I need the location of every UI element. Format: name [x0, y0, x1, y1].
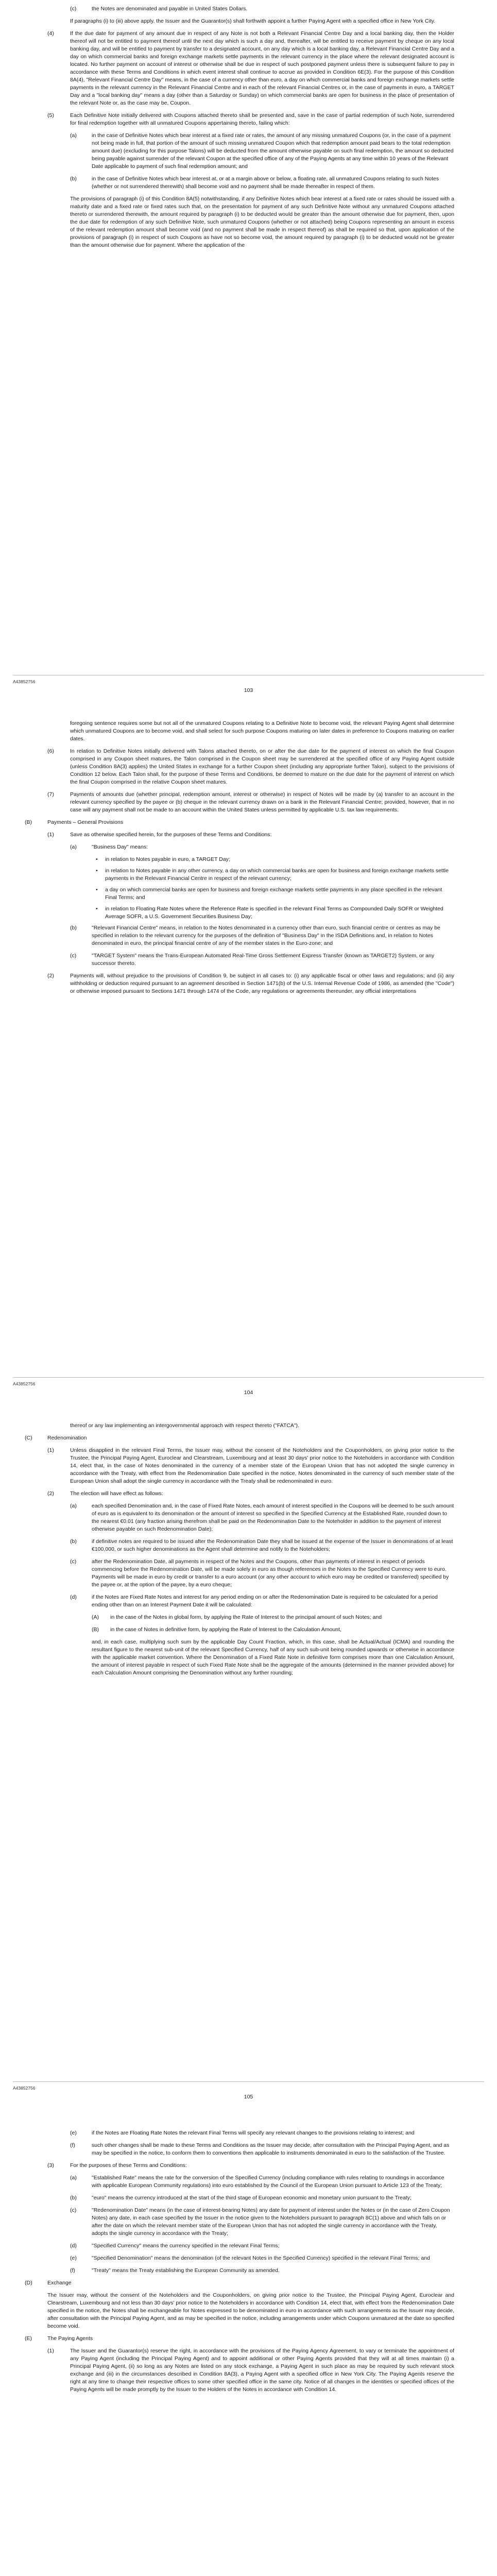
list-item-5a: (a) in the case of Definitive Notes which bear interest at a fixed rate or rates, the amount of any missing unmatured Coupons (or, in the case of a payment not being made in full, that portion of the amount of such missing unmatured Coupon which that redemption amount paid bears to the total redemption amount due) (excluding for this purpose Talons) will be deducted from the amount otherwise payable on such final redemption, the amount so deducted being payable against surrender of the relevant Coupon at the specified office of any of the Paying Agents at any time within 10 years of the Relevant Date applicable to payment of such final redemption amount; and	[70, 132, 454, 170]
page-106	[0, 2110, 497, 2576]
page-number: 105	[244, 2094, 253, 2100]
paragraph-if: If paragraphs (i) to (iii) above apply, the Issuer and the Guarantor(s) shall forthwith appoint a further Paying Agent with a specified office in New York City.	[70, 18, 436, 24]
document-reference: A43852756	[13, 679, 36, 684]
list-item-5b: (b) in the case of Definitive Notes which bear interest at, or at a margin above or below, a floating rate, all unmatured Coupons relating to such Notes (whether or not surrendered therewith) shall become void and no payment shall be made thereafter in respect of them.	[70, 176, 439, 190]
list-item-c2d: (d) if the Notes are Fixed Rate Notes and interest for any period ending on or after the Redenomination Date is required to be calculated for a period ending other than on an Interest Payment Date it will be calculated:	[70, 1594, 438, 1608]
page-104	[0, 703, 497, 1406]
list-item: • in relation to Floating Rate Notes where the Reference Rate is specified in the relevant Final Terms as Compounded Daily SOFR or Weighted Average SOFR, a U.S. Government Securities Business Day;	[96, 906, 443, 920]
document-reference: A43852756	[13, 2086, 36, 2091]
page-105	[0, 1406, 497, 2110]
footer-divider	[13, 1377, 484, 1378]
bullet-icon: •	[96, 868, 98, 874]
list-item-c2d-a: (A) in the case of the Notes in global form, by applying the Rate of Interest to the principal amount of such Notes; and	[92, 1614, 382, 1620]
page-number: 104	[244, 1389, 253, 1396]
list-item-5: (5) Each Definitive Note initially delivered with Coupons attached thereto shall be presented and, save in the case of partial redemption of such Note, surrendered for final redemption together with all unmatured Coupons appertaining thereto, failing which:	[47, 112, 454, 126]
business-day-bullets	[92, 856, 454, 921]
list-item-b1: (1) Save as otherwise specified herein, for the purposes of these Terms and Conditions:	[47, 832, 272, 838]
section-heading-d: (D) Exchange	[25, 2280, 72, 2286]
list-item-4: (4) If the due date for payment of any amount due in respect of any Note is not both a Relevant Financial Centre Day and a local banking day, then the Holder thereof will not be entitled to payment thereof until the next day which is such a day and, thereafter, will be entitled to receive payment by cheque on any local banking day, and will be entitled to payment by transfer to a designated account, on any day which is a local banking day, a Relevant Financial Centre Day and a day on which commercial banks and foreign exchange markets settle payments in the relevant currency in the place where the relevant designated account is located. No further payment on account of interest or otherwise shall be due in respect of such postponed payment unless there is subsequent failure to pay in accordance with these Terms and Conditions in which event interest shall continue to accrue as provided in Condition 6E(3). For the purpose of this Condition 8A(4), "Relevant Financial Centre Day" means, in the case of a currency other than euro, a day on which commercial banks and foreign exchange markets settle payments in the relevant currency in the Relevant Financial Centre and in each of the relevant Financial Centres or, in the case of payments in euro, a TARGET Day and a "local banking day" means a day (other than a Saturday or Sunday) on which commercial banks are open for business in the place of presentation of the relevant Note or, as the case may be, Coupon.	[47, 30, 454, 106]
list-item-c3: (3) For the purposes of these Terms and Conditions:	[47, 2162, 187, 2168]
footer-divider	[13, 2081, 484, 2082]
section-heading-c: (C) Redenomination	[25, 1435, 87, 1441]
list-item-c3f: (f) "Treaty" means the Treaty establishing the European Community as amended.	[70, 2267, 280, 2274]
page-106-content	[25, 2129, 454, 2398]
list-item-c2: (2) The election will have effect as follows:	[47, 1490, 163, 1497]
list-item-7: (7) Payments of amounts due (whether principal, redemption amount, interest or otherwise) in respect of Notes will be made by (a) transfer to an account in the relevant currency specified by the payee or (b) cheque in the relevant currency drawn on a bank in the Relevant Financial Centre; provided, however, that in no case will any payment shall not be made to an account within the United States unless permitted by applicable U.S. tax law requirements.	[47, 791, 454, 813]
list-item-c2d-b: (B) in the case of Notes in definitive form, by applying the Rate of Interest to the Calculation Amount,	[92, 1626, 341, 1633]
page-number: 103	[244, 687, 253, 693]
bullet-icon: •	[96, 856, 98, 862]
paragraph-and-in-each-case: and, in each case, multiplying such sum by the applicable Day Count Fraction, which, in this case, shall be Actual/Actual (ICMA) and rounding the resultant figure to the nearest sub-unit of the relevant Specified Currency, half of any such sub-unit being rounded upwards or otherwise in accordance with the applicable market convention. Where the Denomination of a Fixed Rate Note in definitive form comprises more than one Calculation Amount, the amount of interest payable in respect of such Fixed Rate Note shall be the aggregate of the amounts (determined in the manner provided above) for each Calculation Amount comprising the Denomination without any further rounding;	[92, 1639, 454, 1676]
list-item-c3d: (d) "Specified Currency" means the currency specified in the relevant Final Terms;	[70, 2243, 280, 2249]
list-item-6: (6) In relation to Definitive Notes initially delivered with Talons attached thereto, on or after the due date for the payment of interest on which the final Coupon comprised in any Coupon sheet matures, the Talon comprised in the Coupon sheet may be surrendered at the specified office of any Paying Agent outside (unless Condition 8A(3) applies) the United States in exchange for a further Coupon sheet (including any appropriate further Talon), subject to the provisions of Condition 12 below. Each Talon shall, for the purpose of these Terms and Conditions, be deemed to mature on the due date for the payment of interest on which the final Coupon comprised in the relative Coupon sheet matures.	[47, 748, 454, 785]
list-item: • a day on which commercial banks are open for business and foreign exchange markets settle payments in any place specified in the relevant Final Terms; and	[96, 887, 442, 901]
paragraph-continued: thereof or any law implementing an intergovernmental approach with respect thereto ("FATCA").	[70, 1422, 299, 1429]
list-item-c2b: (b) if definitive notes are required to be issued after the Redenomination Date they shall be issued at the expense of the Issuer in denominations of at least €100,000, or such higher denominations as the Agent shall determine and notify to the Noteholders;	[70, 1538, 453, 1552]
list-item-c2c: (c) after the Redenomination Date, all payments in respect of the Notes and the Coupons, other than payments of interest in respect of periods commencing before the Redenomination Date, will be made solely in euro as though references in the Notes to the Specified Currency were to euro. Payments will be made in euro by credit or transfer to a euro account (or any other account to which euro may be credited or transferred) specified by the payee or, at the option of the payee, by a euro cheque;	[70, 1558, 449, 1588]
list-item-c3a: (a) "Established Rate" means the rate for the conversion of the Specified Currency (including compliance with rules relating to roundings in accordance with applicable European Community regulations) into euro established by the Council of the European Union pursuant to Article 123 of the Treaty;	[70, 2175, 444, 2189]
list-item-e: (e) if the Notes are Floating Rate Notes the relevant Final Terms will specify any relevant changes to the provisions relating to interest; and	[70, 2130, 415, 2136]
list-item-c3c: (c) "Redenomination Date" means (in the case of interest-bearing Notes) any date for payment of interest under the Notes or (in the case of Zero Coupon Notes) any date, in each case specified by the Issuer in the notice given to the Noteholders pursuant to paragraph 8C(1) above and which falls on or after the date on which the relevant member state of the European Union that has not adopted the single currency in accordance with the Treaty, adopts the single currency in accordance with the Treaty;	[70, 2207, 450, 2236]
bullet-icon: •	[96, 887, 98, 893]
page-104-content	[25, 720, 454, 1000]
list-item: • in relation to Notes payable in euro, a TARGET Day;	[96, 856, 230, 862]
paragraph-continued: foregoing sentence requires some but not all of the unmatured Coupons relating to a Definitive Note to become void, the relevant Paying Agent shall determine which unmatured Coupons are to become void, and shall select for such purpose Coupons maturing on later dates in preference to Coupons maturing on earlier dates.	[70, 720, 454, 742]
section-heading-e: (E) The Paying Agents	[25, 2335, 93, 2342]
list-item-c1: (1) Unless disapplied in the relevant Final Terms, the Issuer may, without the consent of the Noteholders and the Couponholders, on giving prior notice to the Trustee, the Principal Paying Agent, Euroclear and Clearstream, Luxembourg and at least 30 days' prior notice to the Noteholders in accordance with Condition 14, elect that, in the case of Notes denominated in the currency of a member state of the European Union that has not adopted the single currency in accordance with the Treaty, with effect from the Redenomination Date specified in the notice, Notes denominated in the currency of such member state of the European Union shall adopt the single currency in accordance with the Treaty shall be redenominated in euro.	[47, 1447, 454, 1484]
bullet-icon: •	[96, 906, 98, 912]
page-105-content	[25, 1422, 454, 1682]
list-item-c3b: (b) "euro" means the currency introduced at the start of the third stage of European economic and monetary union pursuant to the Treaty;	[70, 2195, 412, 2201]
paragraph-provisions: The provisions of paragraph (i) of this Condition 8A(5) notwithstanding, if any Definitive Notes which bear interest at a fixed rate or rates should be issued with a maturity date and a fixed rate or fixed rates such that, on the presentation for payment of any such Definitive Note without any unmatured Coupons attached thereto or surrendered therewith, the amount required by paragraph (i) to be deducted would be greater than the amount otherwise due for payment, then, upon the due date for redemption of any such Definitive Note, such unmatured Coupons (whether or not attached) being Coupons representing an amount in excess of the relevant redemption amount shall become void (and no payment shall be made in respect thereof) as shall be required so that, upon application of the provisions of paragraph (i) in respect of such Coupons as have not so become void, the amount required by paragraph (i) to be deducted would not be greater than the amount otherwise due for payment. Where the application of the	[70, 196, 454, 248]
list-item-f: (f) such other changes shall be made to these Terms and Conditions as the Issuer may decide, after consultation with the Principal Paying Agent, and as may be specified in the notice, to conform them to conventions then applicable to instruments denominated in euro to the satisfaction of the Trustee.	[70, 2142, 450, 2156]
list-item-c3e: (e) "Specified Denomination" means the denomination (of the relevant Notes in the Specified Currency) specified in the relevant Final Terms; and	[70, 2255, 430, 2261]
list-item: • in relation to Notes payable in any other currency, a day on which commercial banks are open for business and foreign exchange markets settle payments in the Relevant Financial Centre in respect of the relevant currency;	[96, 868, 449, 882]
page-103-content	[47, 5, 454, 254]
list-item-b2: (2) Payments will, without prejudice to the provisions of Condition 9, be subject in all cases to: (i) any applicable fiscal or other laws and regulations; and (ii) any withholding or deduction required pursuant to an agreement described in Section 1471(b) of the U.S. Internal Revenue Code of 1986, as amended (the "Code") or otherwise imposed pursuant to Sections 1471 through 1474 of the Code, any regulations or agreements thereunder, any official interpretations	[47, 973, 454, 994]
list-item-c: (c) the Notes are denominated and payable in United States Dollars.	[70, 6, 248, 12]
list-item-b1a: (a) "Business Day" means:	[70, 844, 148, 850]
section-heading-b: (B) Payments – General Provisions	[25, 819, 124, 825]
list-item-b1c: (c) "TARGET System" means the Trans-European Automated Real-Time Gross Settlement Express Transfer (known as TARGET2) System, or any successor thereto.	[70, 953, 435, 967]
list-item-e1: (1) The Issuer and the Guarantor(s) reserve the right, in accordance with the provisions of the Paying Agency Agreement, to vary or terminate the appointment of any Paying Agent (including the Principal Paying Agent) and to appoint additional or other Paying Agents provided that they will at all times maintain (i) a Principal Paying Agent, (ii) so long as any Notes are listed on any stock exchange, a Paying Agent in such place as may be required by such relevant stock exchange and (iii) in the circumstances described in Condition 8A(3), a Paying Agent with a specified office in New York City. The Paying Agents reserve the right at any time to change their respective offices to some other specified office in the same city. Notice of all changes in the identities or specified offices of the Paying Agents will be made promptly by the Issuer to the Holders of the Notes in accordance with Condition 14.	[47, 2348, 454, 2393]
list-item-b1b: (b) "Relevant Financial Centre" means, in relation to the Notes denominated in a currency other than euro, such financial centre or centres as may be specified in relation to the relevant currency for the purposes of the definition of "Business Day" in the ISDA Definitions and, in relation to Notes denominated in euro, the principal financial centre of any of the member states in the Euro-zone; and	[70, 925, 440, 946]
page-103	[0, 0, 497, 703]
paragraph-exchange: The Issuer may, without the consent of the Noteholders and the Couponholders, on giving prior notice to the Trustee, the Principal Paying Agent, Euroclear and Clearstream, Luxembourg and not less than 30 days' prior notice to the Noteholders in accordance with Condition 14, elect that, with effect from the Redenomination Date specified in the notice, the Notes shall be exchangeable for Notes expressed to be denominated in euro in accordance with such arrangements as the Issuer may decide, after consultation with the Principal Paying Agent, and as may be specified in the notice, including arrangements under which Coupons unmatured at the date so specified become void.	[47, 2292, 454, 2329]
list-item-c2a: (a) each specified Denomination and, in the case of Fixed Rate Notes, each amount of interest specified in the Coupons will be deemed to be such amount of euro as is equivalent to its denomination or the amount of interest so specified in the Specified Currency at the Established Rate, rounded down to the nearest €0.01 (any fraction arising therefrom shall be paid on the Redenomination Date to the Noteholder in addition to the payment of interest otherwise payable on such Redenomination Date);	[70, 1503, 454, 1532]
document-reference: A43852756	[13, 1381, 36, 1386]
